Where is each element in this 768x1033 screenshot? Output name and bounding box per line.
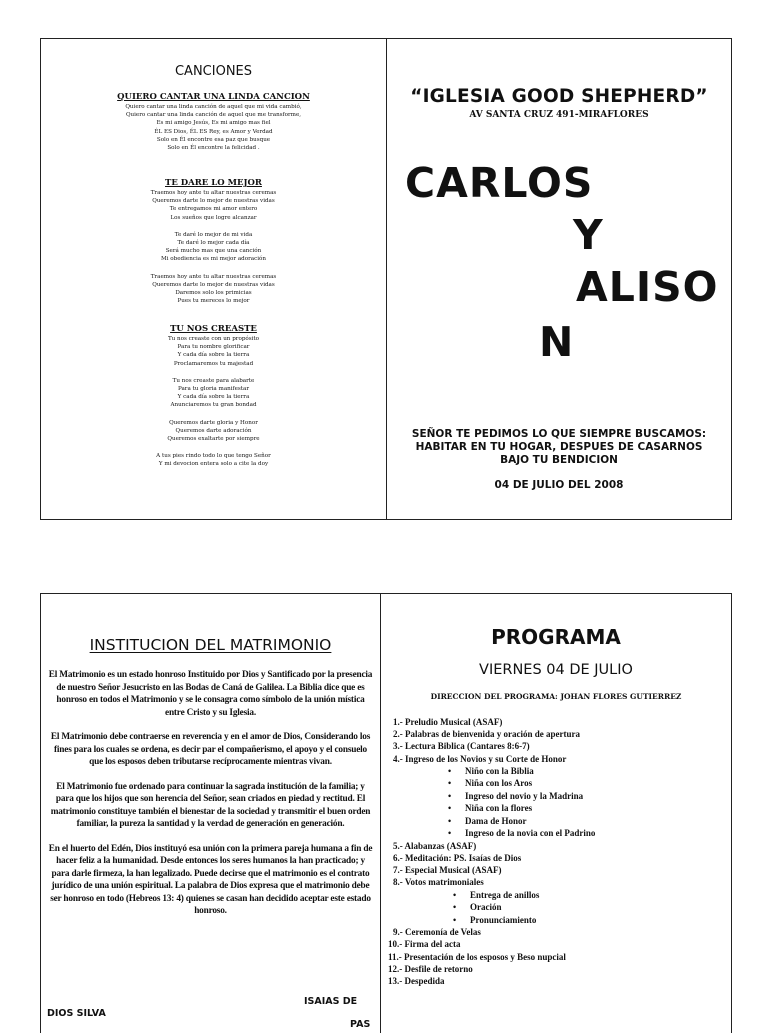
lyric-line: Será mucho mas que una canción bbox=[165, 248, 262, 255]
prayer bbox=[387, 428, 731, 467]
song-block bbox=[41, 92, 386, 152]
lyric-line: Te entregamos mi amor entero bbox=[169, 206, 258, 213]
cover-panel bbox=[386, 38, 732, 520]
lyric-line: Para tu gloria manifestar bbox=[177, 386, 250, 393]
prayer-line: HABITAR EN TU HOGAR, DESPUES DE CASARNOS bbox=[415, 441, 703, 453]
list-item: • Ingreso del novio y la Madrina bbox=[448, 790, 595, 803]
song-title: QUIERO CANTAR UNA LINDA CANCION bbox=[117, 92, 310, 102]
institution-panel bbox=[40, 593, 381, 1033]
list-item: 10.- Firma del acta bbox=[388, 939, 461, 950]
song-title: TU NOS CREASTE bbox=[170, 324, 257, 334]
lyric-line: Mi obediencia es mi mejor adoración bbox=[160, 256, 267, 263]
list-item: 4.- Ingreso de los Novios y su Corte de Honor bbox=[393, 753, 567, 764]
program-day: VIERNES 04 DE JULIO bbox=[479, 662, 633, 678]
paragraph: El Matrimonio es un estado honroso Instituido por Dios y Santificado por la presencia de nuestro Señor Jesucristo en las Bodas de Caná de Galilea. La Biblia dice que es honroso en todos el Matrimonio y se le consagra como símbolo de la unión mística entre Cristo y su Iglesia. bbox=[48, 670, 373, 718]
lyric-line: Pues tu mereces lo mejor bbox=[177, 298, 250, 305]
groom-name: CARLOS bbox=[405, 159, 594, 207]
lyric-line: Queremos darte lo mejor de nuestras vidas bbox=[152, 281, 275, 288]
program-director: DIRECCION DEL PROGRAMA: JOHAN FLORES GUTIERREZ bbox=[430, 692, 682, 701]
lyric-line: Y cada día sobre la tierra bbox=[177, 394, 250, 401]
list-item: • Dama de Honor bbox=[448, 815, 595, 828]
lyric-line: Y mi devocion entera solo a cite la doy bbox=[158, 461, 269, 468]
lyric-line: A tus pies rindo todo lo que tengo Señor bbox=[156, 453, 271, 460]
sublist bbox=[448, 765, 595, 840]
list-item: 2.- Palabras de bienvenida y oración de apertura bbox=[393, 729, 580, 740]
paragraph: En el huerto del Edén, Dios instituyó esa unión con la primera pareja humana a fin de hacer feliz a la humanidad. Desde entonces los seres humanos la han practicado; y para darle firmeza, la han legalizado. Puede decirse que el matrimonio es el contrato jurídico de una unión espiritual. La palabra de Dios expresa que el matrimonio debe ser honroso en todo (Hebreos 13: 4) quienes se casan han decidido aceptar este estado honroso. bbox=[48, 843, 373, 916]
lyric-line: Te daré lo mejor cada día bbox=[177, 240, 250, 247]
list-item: 9.- Ceremonía de Velas bbox=[393, 927, 481, 938]
lyric-line: Te daré lo mejor de mi vida bbox=[174, 231, 253, 238]
lyric-line: Los sueños que logre alcanzar bbox=[170, 214, 257, 221]
church-name: “IGLESIA GOOD SHEPHERD” bbox=[410, 86, 708, 107]
lyric-line: Quiero cantar una linda canción de aquel que me transforme, bbox=[125, 112, 302, 119]
signature-name: DIOS SILVA bbox=[47, 1008, 106, 1019]
lyric-line: Queremos darte adoración bbox=[175, 427, 252, 434]
list-item: • Ingreso de la novia con el Padrino bbox=[448, 827, 595, 840]
song-block bbox=[41, 324, 386, 469]
song-block bbox=[41, 178, 386, 305]
list-item: • Oración bbox=[453, 901, 595, 914]
prayer-line: BAJO TU BENDICION bbox=[500, 454, 618, 466]
list-item: • Pronunciamiento bbox=[453, 914, 595, 927]
lyric-line: Traemos hoy ante tu altar nuestras ceremas bbox=[150, 273, 277, 280]
bride-name: ALISO bbox=[576, 263, 719, 311]
program-panel bbox=[380, 593, 732, 1033]
wedding-date: 04 DE JULIO DEL 2008 bbox=[494, 479, 624, 491]
institution-text bbox=[47, 669, 374, 930]
institution-title: INSTITUCION DEL MATRIMONIO bbox=[89, 636, 332, 654]
lyric-line: Y cada día sobre la tierra bbox=[177, 352, 250, 359]
lyric-line: Traemos hoy ante tu altar nuestras ceremas bbox=[150, 190, 277, 196]
list-item: 11.- Presentación de los esposos y Beso nupcial bbox=[388, 951, 566, 962]
list-item: • Entrega de anillos bbox=[453, 889, 595, 902]
list-item: • Niño con la Biblia bbox=[448, 765, 595, 778]
lyric-line: ÉL ES Dios, ÉL ES Rey, es Amor y Verdad bbox=[154, 128, 273, 135]
lyric-line: Tu nos creaste para alabarte bbox=[172, 377, 255, 384]
program-title: PROGRAMA bbox=[491, 625, 621, 649]
paragraph: El Matrimonio fue ordenado para continuar la sagrada institución de la familia; y para que los hijos que son herencia del Señor, sean criados en piedad y rectitud. El matrimonio constituye también el bienestar de la sociedad y transmitir el buen orden familiar, la pureza la santidad y la verdad de generación en generación. bbox=[50, 781, 371, 829]
lyric-line: Anunciaremos tu gran bondad bbox=[170, 402, 257, 409]
lyric-line: Quiero cantar una linda canción de aquel que mi vida cambió, bbox=[125, 104, 302, 110]
paragraph: El Matrimonio debe contraerse en reverencia y en el amor de Dios, Considerando los fines para los cuales se ordena, es decir par el compañerismo, el apoyo y el consuelo que los esposos deben tributarse recíprocamente mientras vivan. bbox=[50, 732, 371, 767]
church-address: AV SANTA CRUZ 491-MIRAFLORES bbox=[469, 110, 649, 120]
signature-surname: ISAIAS DE bbox=[304, 996, 358, 1007]
list-item: 1.- Preludio Musical (ASAF) bbox=[393, 717, 503, 727]
songs-heading: CANCIONES bbox=[174, 64, 253, 79]
lyric-line: Solo en Él encontre la felicidad . bbox=[167, 145, 260, 152]
list-item: 13.- Despedida bbox=[388, 975, 445, 986]
list-item: 3.- Lectura Biblica (Cantares 8:6-7) bbox=[393, 741, 530, 752]
list-item: 8.- Votos matrimoniales bbox=[393, 877, 484, 888]
lyric-line: Daremos solo los primicias bbox=[175, 290, 252, 297]
lyric-line: Solo en Él encontre esa paz que busque bbox=[156, 136, 271, 143]
lyric-line: Para tu nombre glorificar bbox=[177, 344, 250, 351]
song-title: TE DARE LO MEJOR bbox=[165, 178, 262, 188]
lyric-line: Proclamaremos tu majestad bbox=[173, 360, 254, 367]
list-item: • Niña con la flores bbox=[448, 802, 595, 815]
songs-panel bbox=[40, 38, 387, 520]
lyric-line: Queremos exaltarte por siempre bbox=[167, 436, 260, 443]
list-item: • Niña con los Aros bbox=[448, 777, 595, 790]
sublist bbox=[453, 889, 595, 927]
program-list bbox=[388, 716, 596, 987]
lyric-line: Tu nos creaste con un propósito bbox=[167, 336, 260, 342]
list-item: 6.- Meditación: PS. Isaías de Dios bbox=[393, 853, 522, 864]
conjunction: Y bbox=[573, 211, 603, 259]
bride-name-end: N bbox=[539, 318, 574, 366]
signature-title: PAS bbox=[350, 1019, 371, 1030]
list-item: 5.- Alabanzas (ASAF) bbox=[393, 840, 477, 851]
lyric-line: Queremos darte gloria y Honor bbox=[169, 419, 258, 426]
list-item: 12.- Desfile de retorno bbox=[388, 963, 473, 974]
lyric-line: Es mi amigo Jesús, Es mi amigo mas fiel bbox=[156, 120, 271, 127]
lyric-line: Queremos darte lo mejor de nuestras vidas bbox=[152, 198, 275, 205]
prayer-line: SEÑOR TE PEDIMOS LO QUE SIEMPRE BUSCAMOS: bbox=[411, 428, 707, 440]
list-item: 7.- Especial Musical (ASAF) bbox=[393, 865, 502, 876]
